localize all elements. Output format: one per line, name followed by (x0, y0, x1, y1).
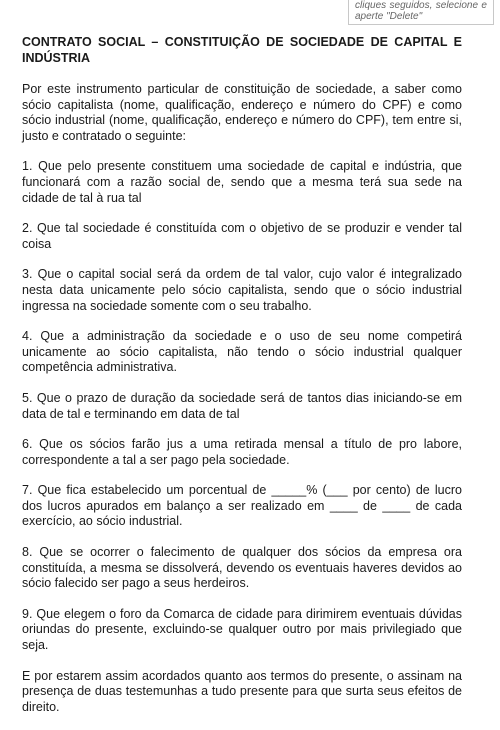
contract-document (22, 34, 462, 730)
clause-5: 5. Que o prazo de duração da sociedade será de tantos dias iniciando-se em data de tal e terminando em data de tal (22, 390, 462, 421)
clause-9: 9. Que elegem o foro da Comarca de cidade para dirimirem eventuais dúvidas oriundas do presente, excluindo-se qualquer outro por mais privilegiado que seja. (22, 606, 462, 653)
tooltip-hint (348, 0, 494, 25)
clause-7: 7. Que fica estabelecido um porcentual de _____% (___ por cento) de lucro dos lucros apurados em balanço a ser realizado em ____ de ____ de cada exercício, ao sócio industrial. (22, 483, 462, 529)
clause-8: 8. Que se ocorrer o falecimento de qualquer dos sócios da empresa ora constituída, a mesma se dissolverá, devendo os eventuais haveres devidos ao sócio falecido ser pago a seus herdeiros. (22, 545, 462, 591)
tooltip-text: cliques seguidos, selecione e aperte "Delete" (355, 0, 487, 22)
clause-4: 4. Que a administração da sociedade e o uso de seu nome competirá unicamente ao sócio capitalista, não tendo o sócio industrial qualquer competência administrativa. (22, 329, 462, 375)
intro-paragraph: Por este instrumento particular de constituição de sociedade, a saber como sócio capitalista (nome, qualificação, endereço e número do CPF) e como sócio industrial (nome, qualificação, endereço e número do CPF), tem entre si, justo e contratado o seguinte: (22, 82, 462, 143)
clause-3: 3. Que o capital social será da ordem de tal valor, cujo valor é integralizado nesta data unicamente pelo sócio capitalista, sendo que o sócio industrial ingressa na sociedade somente com o seu trabalho. (22, 267, 462, 313)
clause-1: 1. Que pelo presente constituem uma sociedade de capital e indústria, que funcionará com a razão social de, sendo que a mesma terá sua sede na cidade de tal à rua tal (22, 159, 462, 205)
clause-6: 6. Que os sócios farão jus a uma retirada mensal a título de pro labore, correspondente a tal a ser pago pela sociedade. (22, 437, 462, 467)
closing-paragraph: E por estarem assim acordados quanto aos termos do presente, o assinam na presença de duas testemunhas a tudo presente para que surta seus efeitos de direito. (22, 668, 462, 714)
clause-2: 2. Que tal sociedade é constituída com o objetivo de se produzir e vender tal coisa (22, 221, 462, 251)
document-title: CONTRATO SOCIAL – CONSTITUIÇÃO DE SOCIEDADE DE CAPITAL E INDÚSTRIA (22, 35, 462, 65)
